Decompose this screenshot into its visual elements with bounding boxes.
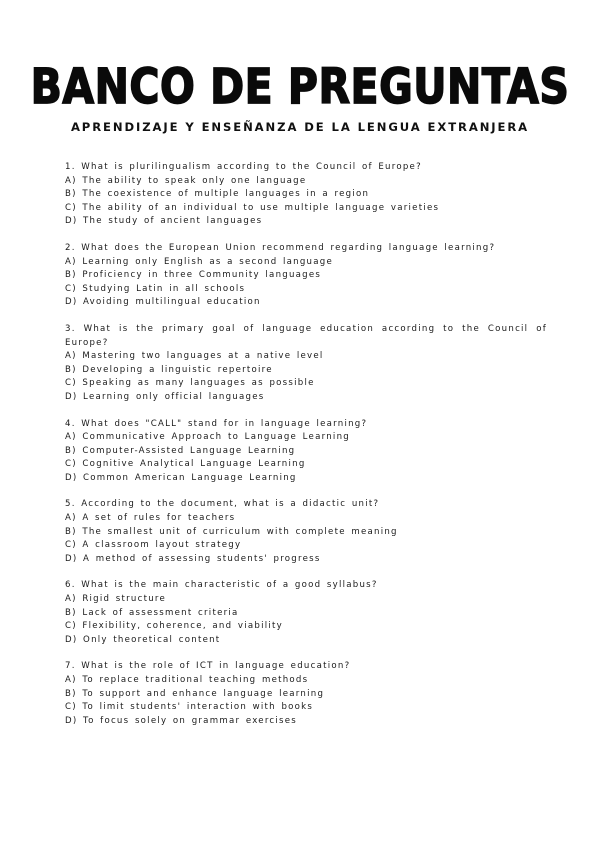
question-text: 4. What does "CALL" stand for in language learning? [65, 418, 368, 429]
answer-option: A) A set of rules for teachers [65, 513, 236, 524]
answer-option: D) The study of ancient languages [65, 216, 263, 227]
question-item [65, 498, 547, 566]
answer-option: B) The smallest unit of curriculum with complete meaning [65, 526, 398, 537]
answer-option: C) A classroom layout strategy [65, 540, 242, 551]
answer-option: A) The ability to speak only one language [65, 175, 307, 186]
page-title: BANCO DE PREGUNTAS [30, 58, 570, 115]
answer-option: C) To limit students' interaction with books [65, 702, 314, 713]
answer-option: D) To focus solely on grammar exercises [65, 715, 298, 726]
answer-option: C) Flexibility, coherence, and viability [65, 621, 283, 632]
question-item [65, 161, 547, 229]
answer-option: C) Speaking as many languages as possible [65, 378, 315, 389]
answer-option: C) Cognitive Analytical Language Learning [65, 459, 306, 470]
page-subtitle: APRENDIZAJE Y ENSEÑANZA DE LA LENGUA EXTRANJERA [70, 120, 530, 134]
answer-option: D) Only theoretical content [65, 634, 221, 645]
question-text: 6. What is the main characteristic of a good syllabus? [65, 580, 378, 591]
answer-option: B) The coexistence of multiple languages in a region [65, 189, 370, 200]
answer-option: B) Proficiency in three Community languages [65, 270, 322, 281]
question-item [65, 323, 547, 405]
answer-option: A) Rigid structure [65, 594, 167, 605]
question-text: 1. What is plurilingualism according to the Council of Europe? [65, 162, 422, 172]
answer-option: D) Common American Language Learning [65, 472, 297, 483]
answer-option: A) Communicative Approach to Language Learning [65, 432, 350, 443]
question-list [65, 161, 547, 741]
question-text: 3. What is the primary goal of language education according to the Council of Europe? [65, 323, 547, 348]
answer-option: D) Learning only official languages [65, 391, 265, 402]
answer-option: C) The ability of an individual to use multiple language varieties [65, 202, 440, 213]
question-text: 2. What does the European Union recommend regarding language learning? [65, 242, 496, 253]
answer-option: A) Learning only English as a second language [65, 256, 333, 267]
answer-option: C) Studying Latin in all schools [65, 283, 246, 294]
answer-option: B) To support and enhance language learning [65, 688, 325, 699]
question-text: 5. According to the document, what is a didactic unit? [65, 499, 380, 510]
question-text: 7. What is the role of ICT in language education? [65, 661, 351, 672]
answer-option: A) To replace traditional teaching methods [65, 675, 309, 685]
answer-option: B) Developing a linguistic repertoire [65, 364, 273, 375]
answer-option: B) Lack of assessment criteria [65, 607, 239, 618]
question-item [65, 579, 547, 647]
answer-option: A) Mastering two languages at a native level [65, 351, 324, 362]
question-item [65, 242, 547, 310]
question-item [65, 418, 547, 486]
answer-option: B) Computer-Assisted Language Learning [65, 445, 296, 456]
answer-option: D) A method of assessing students' progress [65, 553, 321, 564]
question-item [65, 660, 547, 728]
answer-option: D) Avoiding multilingual education [65, 297, 261, 308]
